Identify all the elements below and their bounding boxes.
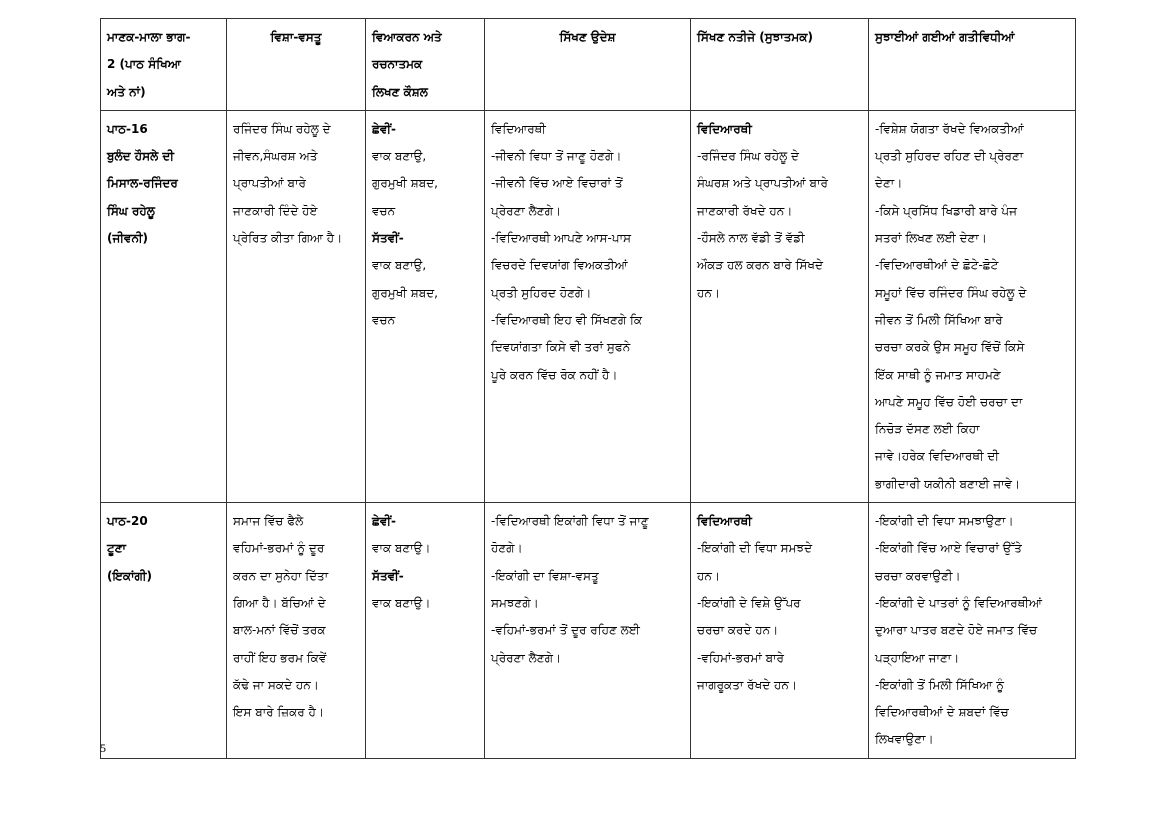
cell-text-line: ਦਿਵਯਾਂਗਤਾ ਕਿਸੇ ਵੀ ਤਰਾਂ ਸੁਫਨੇ <box>491 340 631 355</box>
header-cell-lesson <box>101 19 227 111</box>
header-text: ਮਾਣਕ-ਮਾਲਾ ਭਾਗ- <box>107 30 191 44</box>
cell-text-line: ਹਨ। <box>697 285 720 300</box>
cell-text-line: ਚਰਚਾ ਕਰਦੇ ਹਨ। <box>697 623 779 638</box>
cell-text-line: ਮਿਸਾਲ-ਰਜਿੰਦਰ <box>107 176 178 191</box>
cell-text-line: ਦੇਣਾ। <box>875 176 903 191</box>
cell-text-line: ਸੱਤਵੀਂ- <box>372 568 404 583</box>
cell-text-line: ਰਾਹੀਂ ਇਹ ਭਰਮ ਕਿਵੇਂ <box>233 650 327 665</box>
cell-text-line: ਪੂਰੇ ਕਰਨ ਵਿੱਚ ਰੋਕ ਨਹੀਂ ਹੈ। <box>491 367 618 382</box>
cell-text-line: ਔਕੜ ਹਲ ਕਰਨ ਬਾਰੇ ਸਿੱਖਦੇ <box>697 258 823 273</box>
cell-text-line: ਛੇਵੀਂ- <box>372 514 396 529</box>
cell-text-line: ਪਾਠ-20 <box>107 514 148 529</box>
header-text: ਸੁਝਾਈਆਂ ਗਈਆਂ ਗਤੀਵਿਧੀਆਂ <box>875 30 1015 44</box>
cell-text-line: -ਵਹਿਮਾਂ-ਭਰਮਾਂ ਤੋਂ ਦੂਰ ਰਹਿਣ ਲਈ <box>491 623 640 638</box>
cell-text-line: ਪ੍ਰੇਰਣਾ ਲੈਣਗੇ। <box>491 203 562 218</box>
subject-matter-cell <box>227 110 366 502</box>
activities-cell <box>869 110 1076 502</box>
cell-text-line: ਜਾਣਕਾਰੀ ਦਿੰਦੇ ਹੋਏ <box>233 203 318 218</box>
header-row <box>101 19 1076 111</box>
grammar-cell <box>366 110 485 502</box>
header-text: ਲਿਖਣ ਕੌਸ਼ਲ <box>372 84 428 99</box>
cell-text-line: -ਇਕਾਂਗੀ ਦੇ ਵਿਸ਼ੇ ਉੱਪਰ <box>697 595 801 610</box>
header-text: ਸਿੱਖਣ ਨਤੀਜੇ (ਸੁਝਾਤਮਕ) <box>697 30 813 44</box>
header-text: ਰਚਨਾਤਮਕ <box>372 57 423 72</box>
header-text: ਅਤੇ ਨਾਂ) <box>107 84 146 99</box>
cell-text-line: ਕੱਢੇ ਜਾ ਸਕਦੇ ਹਨ। <box>233 677 319 692</box>
cell-text-line: ਲਿਖਵਾਉਣਾ। <box>875 732 934 747</box>
cell-text-line: ਪੜ੍ਹਾਇਆ ਜਾਣਾ। <box>875 650 960 665</box>
cell-text-line: -ਵਿਦਿਆਰਥੀਆਂ ਦੇ ਛੋਟੇ-ਛੋਟੇ <box>875 258 999 273</box>
cell-text-line: ਸਿੰਘ ਰਹੇਲੂ <box>107 203 155 218</box>
header-cell-learning-outcomes <box>691 19 869 111</box>
cell-text-line: ਚਰਚਾ ਕਰਕੇ ਉਸ ਸਮੂਹ ਵਿੱਚੋਂ ਕਿਸੇ <box>875 340 1025 355</box>
cell-text-line: ਚਰਚਾ ਕਰਵਾਉਣੀ। <box>875 568 961 583</box>
cell-text-line: ਜੀਵਨ ਤੋਂ ਮਿਲੀ ਸਿੱਖਿਆ ਬਾਰੇ <box>875 312 1003 327</box>
cell-text-line: ਇੱਕ ਸਾਥੀ ਨੂੰ ਜਮਾਤ ਸਾਹਮਣੇ <box>875 367 1001 382</box>
cell-text-line: ਵਿਦਿਆਰਥੀ <box>697 121 752 136</box>
table-row <box>101 503 1076 759</box>
cell-text-line: ਵਾਕ ਬਣਾਉ, <box>372 258 427 273</box>
cell-text-line: ਗੁਰਮੁਖੀ ਸ਼ਬਦ, <box>372 176 438 191</box>
cell-text-line: ਵਿਦਿਆਰਥੀ <box>491 121 546 136</box>
cell-text-line: ਵਾਕ ਬਣਾਉ, <box>372 149 427 164</box>
activities-cell <box>869 503 1076 759</box>
cell-text-line: ਪ੍ਰਤੀ ਸੁਹਿਰਦ ਰਹਿਣ ਦੀ ਪ੍ਰੇਰਣਾ <box>875 149 1024 164</box>
cell-text-line: ਦੁਆਰਾ ਪਾਤਰ ਬਣਦੇ ਹੋਏ ਜਮਾਤ ਵਿੱਚ <box>875 623 1038 638</box>
cell-text-line: ਹਨ। <box>697 568 720 583</box>
curriculum-table <box>100 18 1076 759</box>
cell-text-line: ਵਚਨ <box>372 312 396 327</box>
outcomes-cell <box>691 110 869 502</box>
cell-text-line: ਗੁਰਮੁਖੀ ਸ਼ਬਦ, <box>372 285 438 300</box>
header-cell-subject-matter <box>227 19 366 111</box>
header-text: ਵਿਆਕਰਨ ਅਤੇ <box>372 30 442 44</box>
cell-text-line: ਛੇਵੀਂ- <box>372 121 396 136</box>
cell-text-line: (ਜੀਵਨੀ) <box>107 231 149 246</box>
cell-text-line: ਗਿਆ ਹੈ। ਬੱਚਿਆਂ ਦੇ <box>233 595 326 610</box>
cell-text-line: -ਜੀਵਨੀ ਵਿਧਾ ਤੋਂ ਜਾਣੂ ਹੋਣਗੇ। <box>491 149 622 164</box>
lesson-cell <box>101 503 227 759</box>
cell-text-line: -ਰਜਿੰਦਰ ਸਿੰਘ ਰਹੇਲੂ ਦੇ <box>697 149 799 164</box>
cell-text-line: ਪ੍ਰਤੀ ਸੁਹਿਰਦ ਹੋਣਗੇ। <box>491 285 592 300</box>
cell-text-line: ਬਾਲ-ਮਨਾਂ ਵਿੱਚੋਂ ਤਰਕ <box>233 623 326 638</box>
page-number: 5 <box>100 741 106 755</box>
cell-text-line: ਕਰਨ ਦਾ ਸੁਨੇਹਾ ਦਿੱਤਾ <box>233 568 329 583</box>
cell-text-line: ਵਹਿਮਾਂ-ਭਰਮਾਂ ਨੂੰ ਦੂਰ <box>233 541 325 556</box>
header-text: 2 (ਪਾਠ ਸੰਖਿਆ <box>107 57 181 72</box>
cell-text-line: ਬੁਲੰਦ ਹੌਸਲੇ ਦੀ <box>107 149 174 164</box>
cell-text-line: ਸਮਝਣਗੇ। <box>491 595 539 610</box>
cell-text-line: ਸੱਤਵੀਂ- <box>372 231 404 246</box>
objectives-cell <box>485 110 691 502</box>
cell-text-line: ਵਚਨ <box>372 203 396 218</box>
cell-text-line: ਜਾਵੇ।ਹਰੇਕ ਵਿਦਿਆਰਥੀ ਦੀ <box>875 449 999 464</box>
cell-text-line: -ਹੌਸਲੇ ਨਾਲ ਵੱਡੀ ਤੋਂ ਵੱਡੀ <box>697 231 805 246</box>
cell-text-line: -ਵਿਸ਼ੇਸ਼ ਯੋਗਤਾ ਰੱਖਦੇ ਵਿਅਕਤੀਆਂ <box>875 121 1024 136</box>
cell-text-line: ਵਾਕ ਬਣਾਉ। <box>372 541 431 556</box>
cell-text-line: -ਵਿਦਿਆਰਥੀ ਆਪਣੇ ਆਸ-ਪਾਸ <box>491 231 632 246</box>
cell-text-line: -ਇਕਾਂਗੀ ਦੀ ਵਿਧਾ ਸਮਝਦੇ <box>697 541 813 556</box>
cell-text-line: -ਇਕਾਂਗੀ ਤੋਂ ਮਿਲੀ ਸਿੱਖਿਆ ਨੂੰ <box>875 677 1004 692</box>
cell-text-line: ਪ੍ਰੇਰਣਾ ਲੈਣਗੇ। <box>491 650 562 665</box>
cell-text-line: -ਵਿਦਿਆਰਥੀ ਇਕਾਂਗੀ ਵਿਧਾ ਤੋਂ ਜਾਣੂ <box>491 514 649 529</box>
cell-text-line: -ਇਕਾਂਗੀ ਦੇ ਪਾਤਰਾਂ ਨੂੰ ਵਿਦਿਆਰਥੀਆਂ <box>875 595 1042 610</box>
cell-text-line: ਪ੍ਰੇਰਿਤ ਕੀਤਾ ਗਿਆ ਹੈ। <box>233 231 343 246</box>
header-cell-learning-objectives <box>485 19 691 111</box>
outcomes-cell <box>691 503 869 759</box>
cell-text-line: ਪਾਠ-16 <box>107 121 148 136</box>
cell-text-line: -ਵਿਦਿਆਰਥੀ ਇਹ ਵੀ ਸਿੱਖਣਗੇ ਕਿ <box>491 312 643 327</box>
cell-text-line: ਰਜਿੰਦਰ ਸਿੰਘ ਰਹੇਲੂ ਦੇ <box>233 121 331 136</box>
cell-text-line: ਜੀਵਨ,ਸੰਘਰਸ਼ ਅਤੇ <box>233 149 318 164</box>
header-cell-grammar-skills <box>366 19 485 111</box>
cell-text-line: ਸਤਰਾਂ ਲਿਖਣ ਲਈ ਦੇਣਾ। <box>875 231 987 246</box>
cell-text-line: -ਇਕਾਂਗੀ ਦੀ ਵਿਧਾ ਸਮਝਾਉਣਾ। <box>875 514 1014 529</box>
table-row <box>101 110 1076 502</box>
cell-text-line: ਟੂਣਾ <box>107 541 126 556</box>
cell-text-line: -ਇਕਾਂਗੀ ਵਿੱਚ ਆਏ ਵਿਚਾਰਾਂ ਉੱਤੇ <box>875 541 1022 556</box>
cell-text-line: ਪ੍ਰਾਪਤੀਆਂ ਬਾਰੇ <box>233 176 306 191</box>
cell-text-line: ਸਮੂਹਾਂ ਵਿੱਚ ਰਜਿੰਦਰ ਸਿੰਘ ਰਹੇਲੂ ਦੇ <box>875 285 1027 300</box>
cell-text-line: ਇਸ ਬਾਰੇ ਜ਼ਿਕਰ ਹੈ। <box>233 705 324 720</box>
grammar-cell <box>366 503 485 759</box>
cell-text-line: ਹੋਣਗੇ। <box>491 541 523 556</box>
cell-text-line: ਨਿਚੋੜ ਦੱਸਣ ਲਈ ਕਿਹਾ <box>875 422 980 437</box>
header-text: ਵਿਸ਼ਾ-ਵਸਤੂ <box>270 30 322 44</box>
cell-text-line: -ਇਕਾਂਗੀ ਦਾ ਵਿਸ਼ਾ-ਵਸਤੂ <box>491 568 599 583</box>
cell-text-line: ਵਿਚਰਦੇ ਦਿਵਯਾਂਗ ਵਿਅਕਤੀਆਂ <box>491 258 628 273</box>
cell-text-line: ਵਿਦਿਆਰਥੀਆਂ ਦੇ ਸ਼ਬਦਾਂ ਵਿੱਚ <box>875 705 1009 720</box>
cell-text-line: ਵਿਦਿਆਰਥੀ <box>697 514 752 529</box>
cell-text-line: -ਵਹਿਮਾਂ-ਭਰਮਾਂ ਬਾਰੇ <box>697 650 784 665</box>
cell-text-line: ਵਾਕ ਬਣਾਉ। <box>372 595 431 610</box>
header-text: ਸਿੱਖਣ ਉਦੇਸ਼ <box>559 30 616 44</box>
cell-text-line: ਆਪਣੇ ਸਮੂਹ ਵਿੱਚ ਹੋਈ ਚਰਚਾ ਦਾ <box>875 394 1023 409</box>
cell-text-line: ਜਾਣਕਾਰੀ ਰੱਖਦੇ ਹਨ। <box>697 203 793 218</box>
subject-matter-cell <box>227 503 366 759</box>
cell-text-line: (ਇਕਾਂਗੀ) <box>107 568 152 583</box>
cell-text-line: -ਕਿਸੇ ਪ੍ਰਸਿੱਧ ਖਿਡਾਰੀ ਬਾਰੇ ਪੰਜ <box>875 203 1017 218</box>
lesson-cell <box>101 110 227 502</box>
objectives-cell <box>485 503 691 759</box>
cell-text-line: ਸੰਘਰਸ਼ ਅਤੇ ਪ੍ਰਾਪਤੀਆਂ ਬਾਰੇ <box>697 176 828 191</box>
cell-text-line: ਸਮਾਜ ਵਿੱਚ ਫੈਲੇ <box>233 514 304 529</box>
header-cell-suggested-activities <box>869 19 1076 111</box>
cell-text-line: -ਜੀਵਨੀ ਵਿੱਚ ਆਏ ਵਿਚਾਰਾਂ ਤੋਂ <box>491 176 623 191</box>
cell-text-line: ਭਾਗੀਦਾਰੀ ਯਕੀਨੀ ਬਣਾਈ ਜਾਵੇ। <box>875 476 1021 491</box>
cell-text-line: ਜਾਗਰੂਕਤਾ ਰੱਖਦੇ ਹਨ। <box>697 677 797 692</box>
